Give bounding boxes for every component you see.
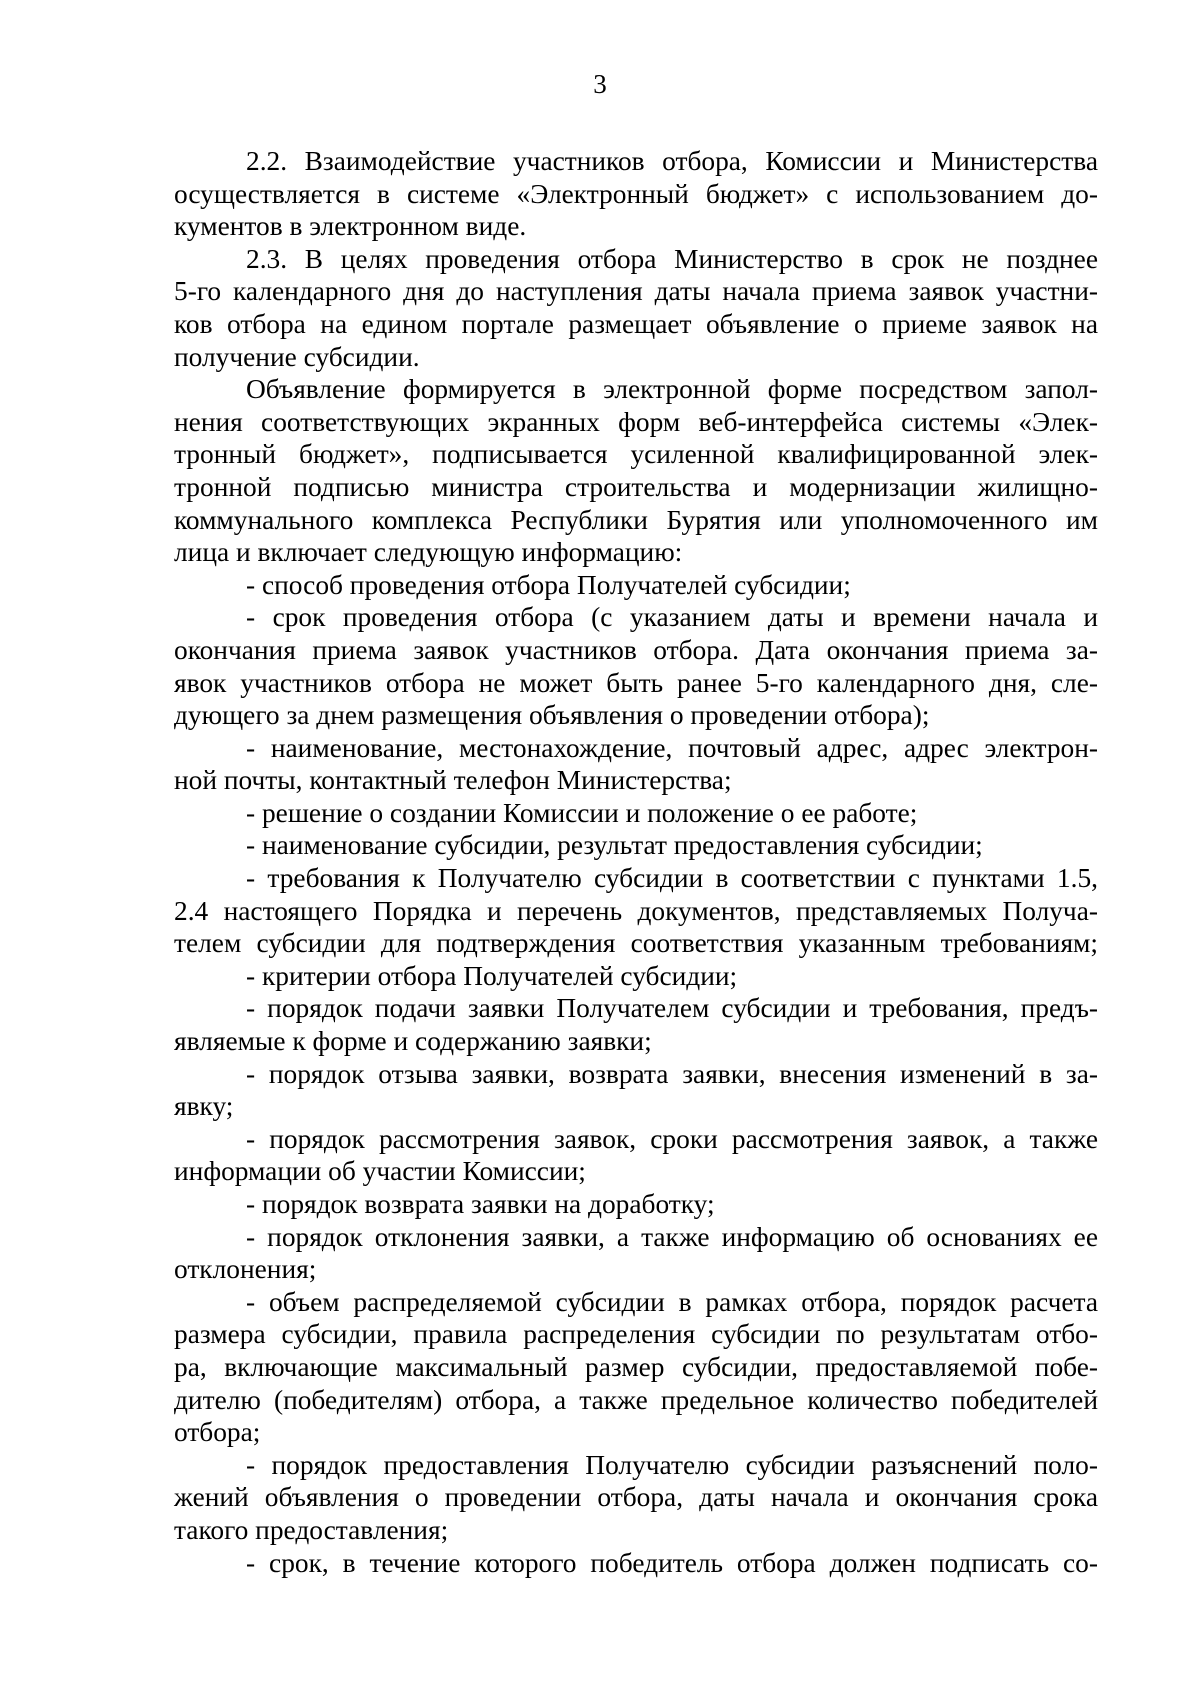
text-line: - решение о создании Комиссии и положение о ее работе; (246, 797, 918, 828)
text-line: отбора; (174, 1417, 261, 1448)
text-line: телем субсидии для подтверждения соответствия указанным требованиям; (174, 928, 1098, 959)
text-line: - объем распределяемой субсидии в рамках отбора, порядок расчета (246, 1286, 1098, 1317)
text-line: нения соответствующих экранных форм веб-интерфейса системы «Элек- (174, 406, 1098, 437)
text-line: дующего за днем размещения объявления о проведении отбора); (174, 700, 930, 731)
text-line: размера субсидии, правила распределения субсидии по результатам отбо- (174, 1319, 1098, 1350)
text-line: - срок, в течение которого победитель отбора должен подписать со- (246, 1547, 1098, 1578)
text-line: 2.3. В целях проведения отбора Министерство в срок не позднее (246, 243, 1098, 274)
text-line: - способ проведения отбора Получателей субсидии; (246, 569, 851, 600)
text-line: явок участников отбора не может быть ранее 5-го календарного дня, сле- (174, 667, 1098, 698)
text-line: - порядок рассмотрения заявок, сроки рассмотрения заявок, а также (246, 1123, 1098, 1154)
text-line: - порядок подачи заявки Получателем субсидии и требования, предъ- (246, 993, 1098, 1024)
text-line: 2.2. Взаимодействие участников отбора, Комиссии и Министерства (246, 146, 1098, 176)
text-line: - срок проведения отбора (с указанием даты и времени начала и (246, 602, 1098, 633)
text-line: являемые к форме и содержанию заявки; (174, 1026, 652, 1057)
text-line: кументов в электронном виде. (174, 211, 527, 242)
text-line: отклонения; (174, 1254, 317, 1285)
text-line: окончания приема заявок участников отбора. Дата окончания приема за- (174, 634, 1098, 665)
text-line: - критерии отбора Получателей субсидии; (246, 960, 738, 991)
text-line: ной почты, контактный телефон Министерства; (174, 765, 732, 796)
text-line: 2.4 настоящего Порядка и перечень документов, представляемых Получа- (174, 895, 1098, 926)
text-line: получение субсидии. (174, 341, 420, 372)
text-line: осуществляется в системе «Электронный бюджет» с использованием до- (174, 178, 1098, 209)
text-line: Объявление формируется в электронной форме посредством запол- (246, 374, 1098, 405)
text-line: лица и включает следующую информацию: (174, 537, 683, 568)
document-body (174, 145, 1098, 1579)
text-line: тронный бюджет», подписывается усиленной квалифицированной элек- (174, 439, 1098, 470)
text-line: такого предоставления; (174, 1514, 449, 1545)
text-line: ков отбора на едином портале размещает объявление о приеме заявок на (174, 308, 1098, 339)
text-line: - требования к Получателю субсидии в соответствии с пунктами 1.5, (246, 863, 1098, 894)
text-line: - порядок возврата заявки на доработку; (246, 1189, 715, 1219)
text-line: - наименование субсидии, результат предоставления субсидии; (246, 830, 983, 861)
text-line: ра, включающие максимальный размер субсидии, предоставляемой побе- (174, 1351, 1098, 1382)
text-line: тронной подписью министра строительства и модернизации жилищно- (174, 471, 1098, 502)
text-line: - порядок отклонения заявки, а также информацию об основаниях ее (246, 1221, 1098, 1252)
text-line: дителю (победителям) отбора, а также предельное количество победителей (174, 1384, 1098, 1415)
text-line: - наименование, местонахождение, почтовый адрес, адрес электрон- (246, 732, 1098, 763)
text-line: коммунального комплекса Республики Бурятия или уполномоченного им (174, 504, 1098, 535)
text-line: информации об участии Комиссии; (174, 1156, 586, 1187)
text-line: - порядок отзыва заявки, возврата заявки, внесения изменений в за- (246, 1058, 1098, 1089)
page-number: 3 (593, 69, 607, 99)
text-line: явку; (174, 1091, 234, 1122)
text-line: жений объявления о проведении отбора, даты начала и окончания срока (174, 1482, 1098, 1513)
text-line: - порядок предоставления Получателю субсидии разъяснений поло- (246, 1449, 1098, 1480)
text-line: 5-го календарного дня до наступления даты начала приема заявок участни- (174, 276, 1098, 307)
